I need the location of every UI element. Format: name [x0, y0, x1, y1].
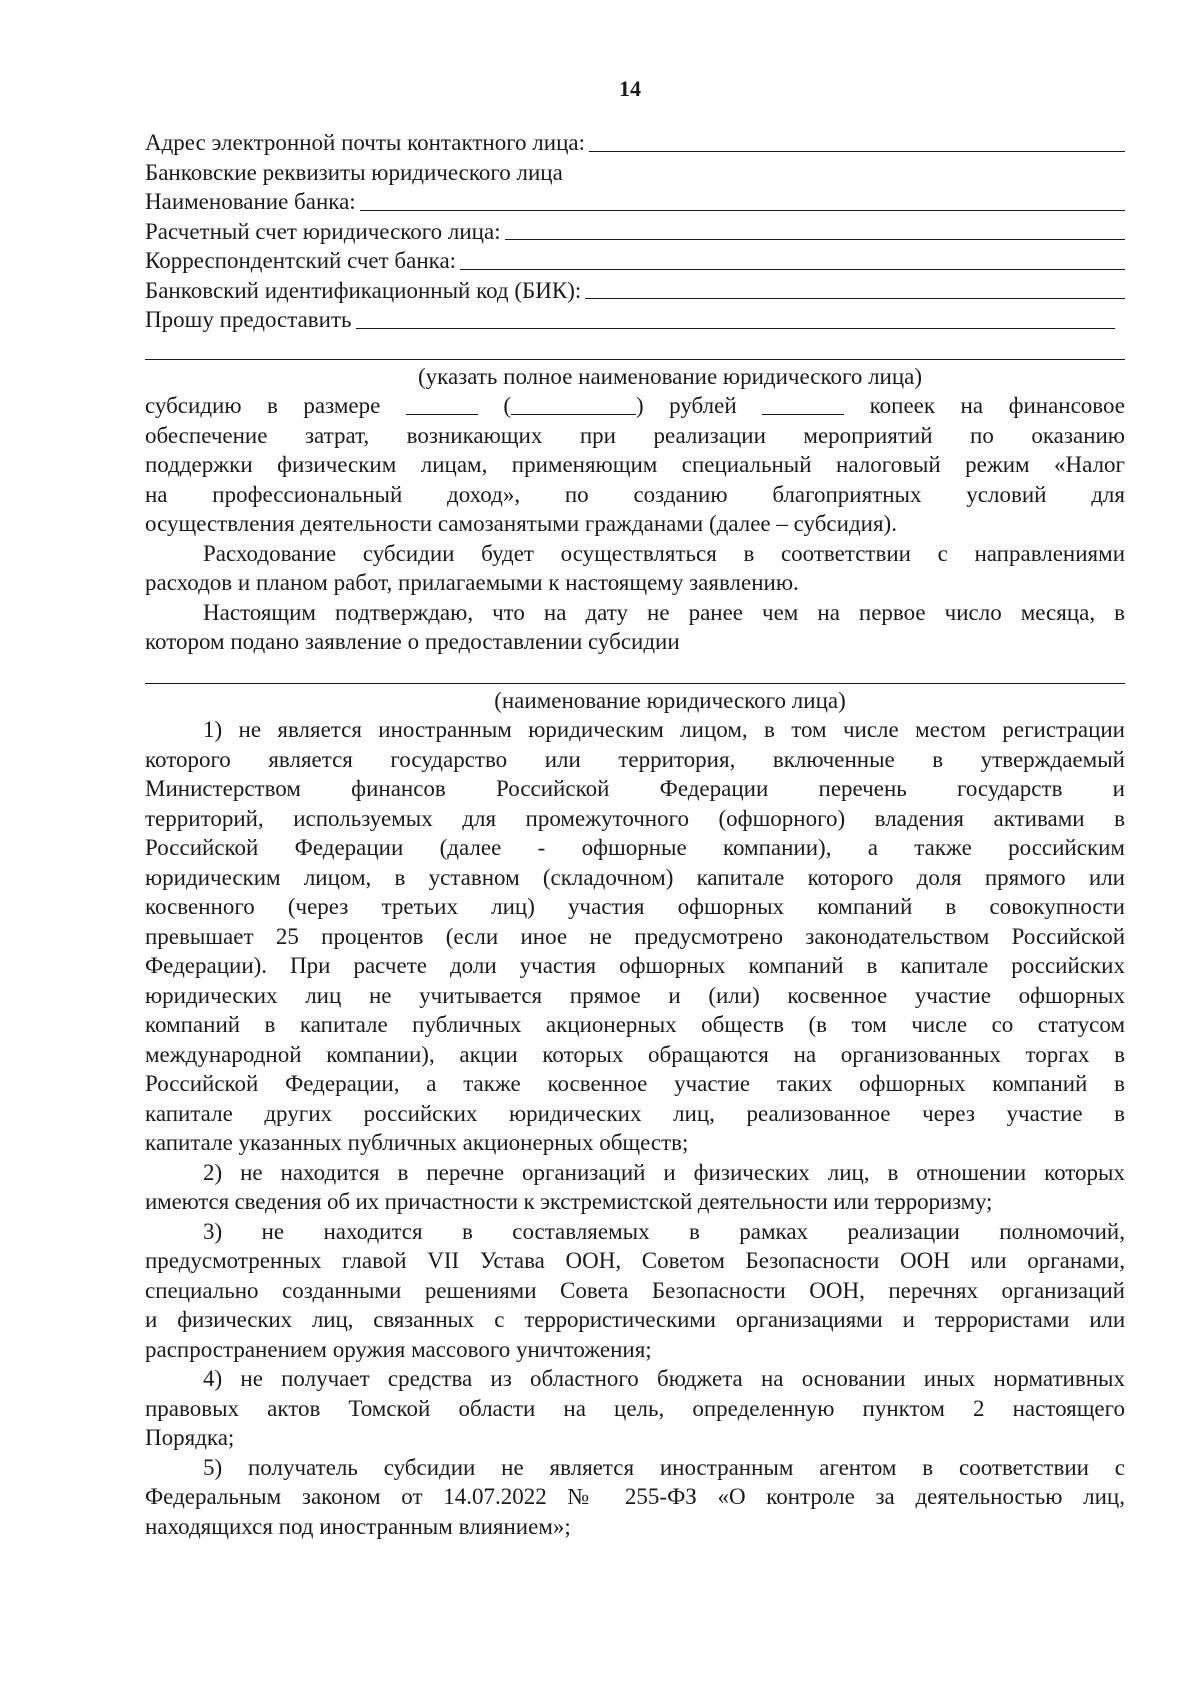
item-1-line: компаний в капитале публичных акционерных обществ (в том числе со статусом: [145, 1012, 1125, 1037]
item-1-line: Федерации). При расчете доли участия офшорных компаний в капитале российских: [145, 953, 1125, 978]
subsidy-line-5: осуществления деятельности самозанятыми гражданами (далее – субсидия).: [145, 511, 897, 536]
corr-account-row: [145, 246, 1125, 276]
bank-details-heading: Банковские реквизиты юридического лица: [145, 159, 563, 185]
item-4: [145, 1364, 1125, 1453]
document-body: [145, 128, 1125, 1541]
amount-field[interactable]: [406, 394, 478, 415]
item-1-line: юридическим лицом, в уставном (складочном) капитале которого доля прямого или: [145, 864, 1125, 890]
account-label: Расчетный счет юридического лица:: [145, 218, 501, 244]
corr-account-field[interactable]: [460, 247, 1125, 270]
bank-name-row: [145, 187, 1125, 217]
kopecks-field[interactable]: [762, 394, 844, 415]
org-full-name-caption: (указать полное наименование юридического лица): [417, 363, 923, 389]
item-1-line: международной компании), акции которых обращаются на организованных торгах в: [145, 1041, 1125, 1067]
item-2-line: имеются сведения об их причастности к экстремистской деятельности или терроризму;: [145, 1189, 993, 1214]
org-name-field-2[interactable]: [145, 663, 1125, 684]
item-3-line: и физических лиц, связанных с террористическими организациями и террористами или: [145, 1307, 1125, 1332]
item-1-line: Российской Федерации, а также косвенное участие таких офшорных компаний в: [145, 1071, 1125, 1096]
item-1-line: Министерством финансов Российской Федерации перечень государств и: [145, 776, 1125, 801]
bik-label: Банковский идентификационный код (БИК):: [145, 277, 582, 303]
corr-account-label: Корреспондентский счет банка:: [145, 248, 457, 273]
subsidy-text-a: субсидию в размере: [145, 393, 381, 418]
paren-open: (: [503, 393, 511, 418]
item-1-line: капитале других российских юридических лиц, реализованное через участие в: [145, 1100, 1125, 1126]
item-5-line: 5) получатель субсидии не является иностранным агентом в соответствии с: [203, 1454, 1125, 1480]
confirm-line-1: Настоящим подтверждаю, что на дату не ранее чем на первое число месяца, в: [203, 599, 1125, 625]
subsidy-line-2: обеспечение затрат, возникающих при реализации мероприятий по оказанию: [145, 422, 1125, 448]
item-3-line: распространением оружия массового уничтожения;: [145, 1336, 652, 1362]
item-3-line: специально созданными решениями Совета Безопасности ООН, перечнях организаций: [145, 1277, 1125, 1303]
spending-line-2: расходов и планом работ, прилагаемыми к настоящему заявлению.: [145, 570, 799, 595]
page-number: 14: [619, 76, 641, 101]
item-4-line: 4) не получает средства из областного бюджета на основании иных нормативных: [203, 1366, 1125, 1391]
account-row: [145, 217, 1125, 247]
item-1-line: капитале указанных публичных акционерных обществ;: [145, 1130, 689, 1155]
subsidy-line-4: на профессиональный доход», по созданию благоприятных условий для: [145, 481, 1125, 507]
item-3-line: предусмотренных главой VII Устава ООН, Советом Безопасности ООН или органами,: [145, 1248, 1125, 1273]
item-1-line: которого является государство или территория, включенные в утверждаемый: [145, 746, 1125, 772]
email-field[interactable]: [589, 129, 1125, 152]
request-field[interactable]: [356, 306, 1115, 329]
org-name-caption: (наименование юридического лица): [494, 687, 846, 713]
item-1-line: превышает 25 процентов (если иное не предусмотрено законодательством Российской: [145, 923, 1125, 949]
item-2: [145, 1158, 1125, 1217]
bik-field[interactable]: [585, 276, 1125, 299]
amount-words-field[interactable]: [511, 394, 636, 415]
item-1-line: территорий, используемых для промежуточного (офшорного) владения активами в: [145, 805, 1125, 831]
item-5-line: Федеральным законом от 14.07.2022 № 255-ФЗ «О контроле за деятельностью лиц,: [145, 1484, 1125, 1509]
email-label: Адрес электронной почты контактного лица:: [145, 130, 585, 155]
item-1-line: косвенного (через третьих лиц) участия офшорных компаний в совокупности: [145, 894, 1125, 919]
item-3: [145, 1217, 1125, 1365]
item-1: [145, 715, 1125, 1158]
subsidy-line-3: поддержки физическим лицам, применяющим специальный налоговый режим «Налог: [145, 452, 1125, 477]
request-label: Прошу предоставить: [145, 307, 352, 332]
email-field-row: [145, 128, 1125, 158]
item-1-line: Российской Федерации (далее - офшорные компании), а также российским: [145, 835, 1125, 860]
org-name-field[interactable]: [145, 339, 1125, 360]
item-1-line: 1) не является иностранным юридическим лицом, в том числе местом регистрации: [203, 717, 1125, 742]
item-2-line: 2) не находится в перечне организаций и физических лиц, в отношении которых: [203, 1159, 1125, 1185]
bank-name-label: Наименование банка:: [145, 189, 356, 214]
item-1-line: юридических лиц не учитывается прямое и (или) косвенное участие офшорных: [145, 982, 1125, 1008]
request-row: [145, 305, 1125, 335]
rubles-text: ) рублей: [635, 393, 737, 418]
item-3-line: 3) не находится в составляемых в рамках реализации полномочий,: [203, 1218, 1125, 1244]
item-5: [145, 1453, 1125, 1542]
subsidy-text-b: копеек на финансовое: [869, 393, 1126, 418]
bank-name-field[interactable]: [360, 188, 1125, 211]
subsidy-line-1: [145, 391, 1125, 421]
spending-line-1: Расходование субсидии будет осуществляться в соответствии с направлениями: [203, 540, 1125, 566]
bik-row: [145, 276, 1125, 306]
item-5-line: находящихся под иностранным влиянием»;: [145, 1513, 571, 1539]
account-field[interactable]: [505, 217, 1125, 240]
item-4-line: Порядка;: [145, 1425, 235, 1450]
item-4-line: правовых актов Томской области на цель, определенную пунктом 2 настоящего: [145, 1395, 1125, 1421]
confirm-line-2: котором подано заявление о предоставлении субсидии: [145, 629, 680, 654]
